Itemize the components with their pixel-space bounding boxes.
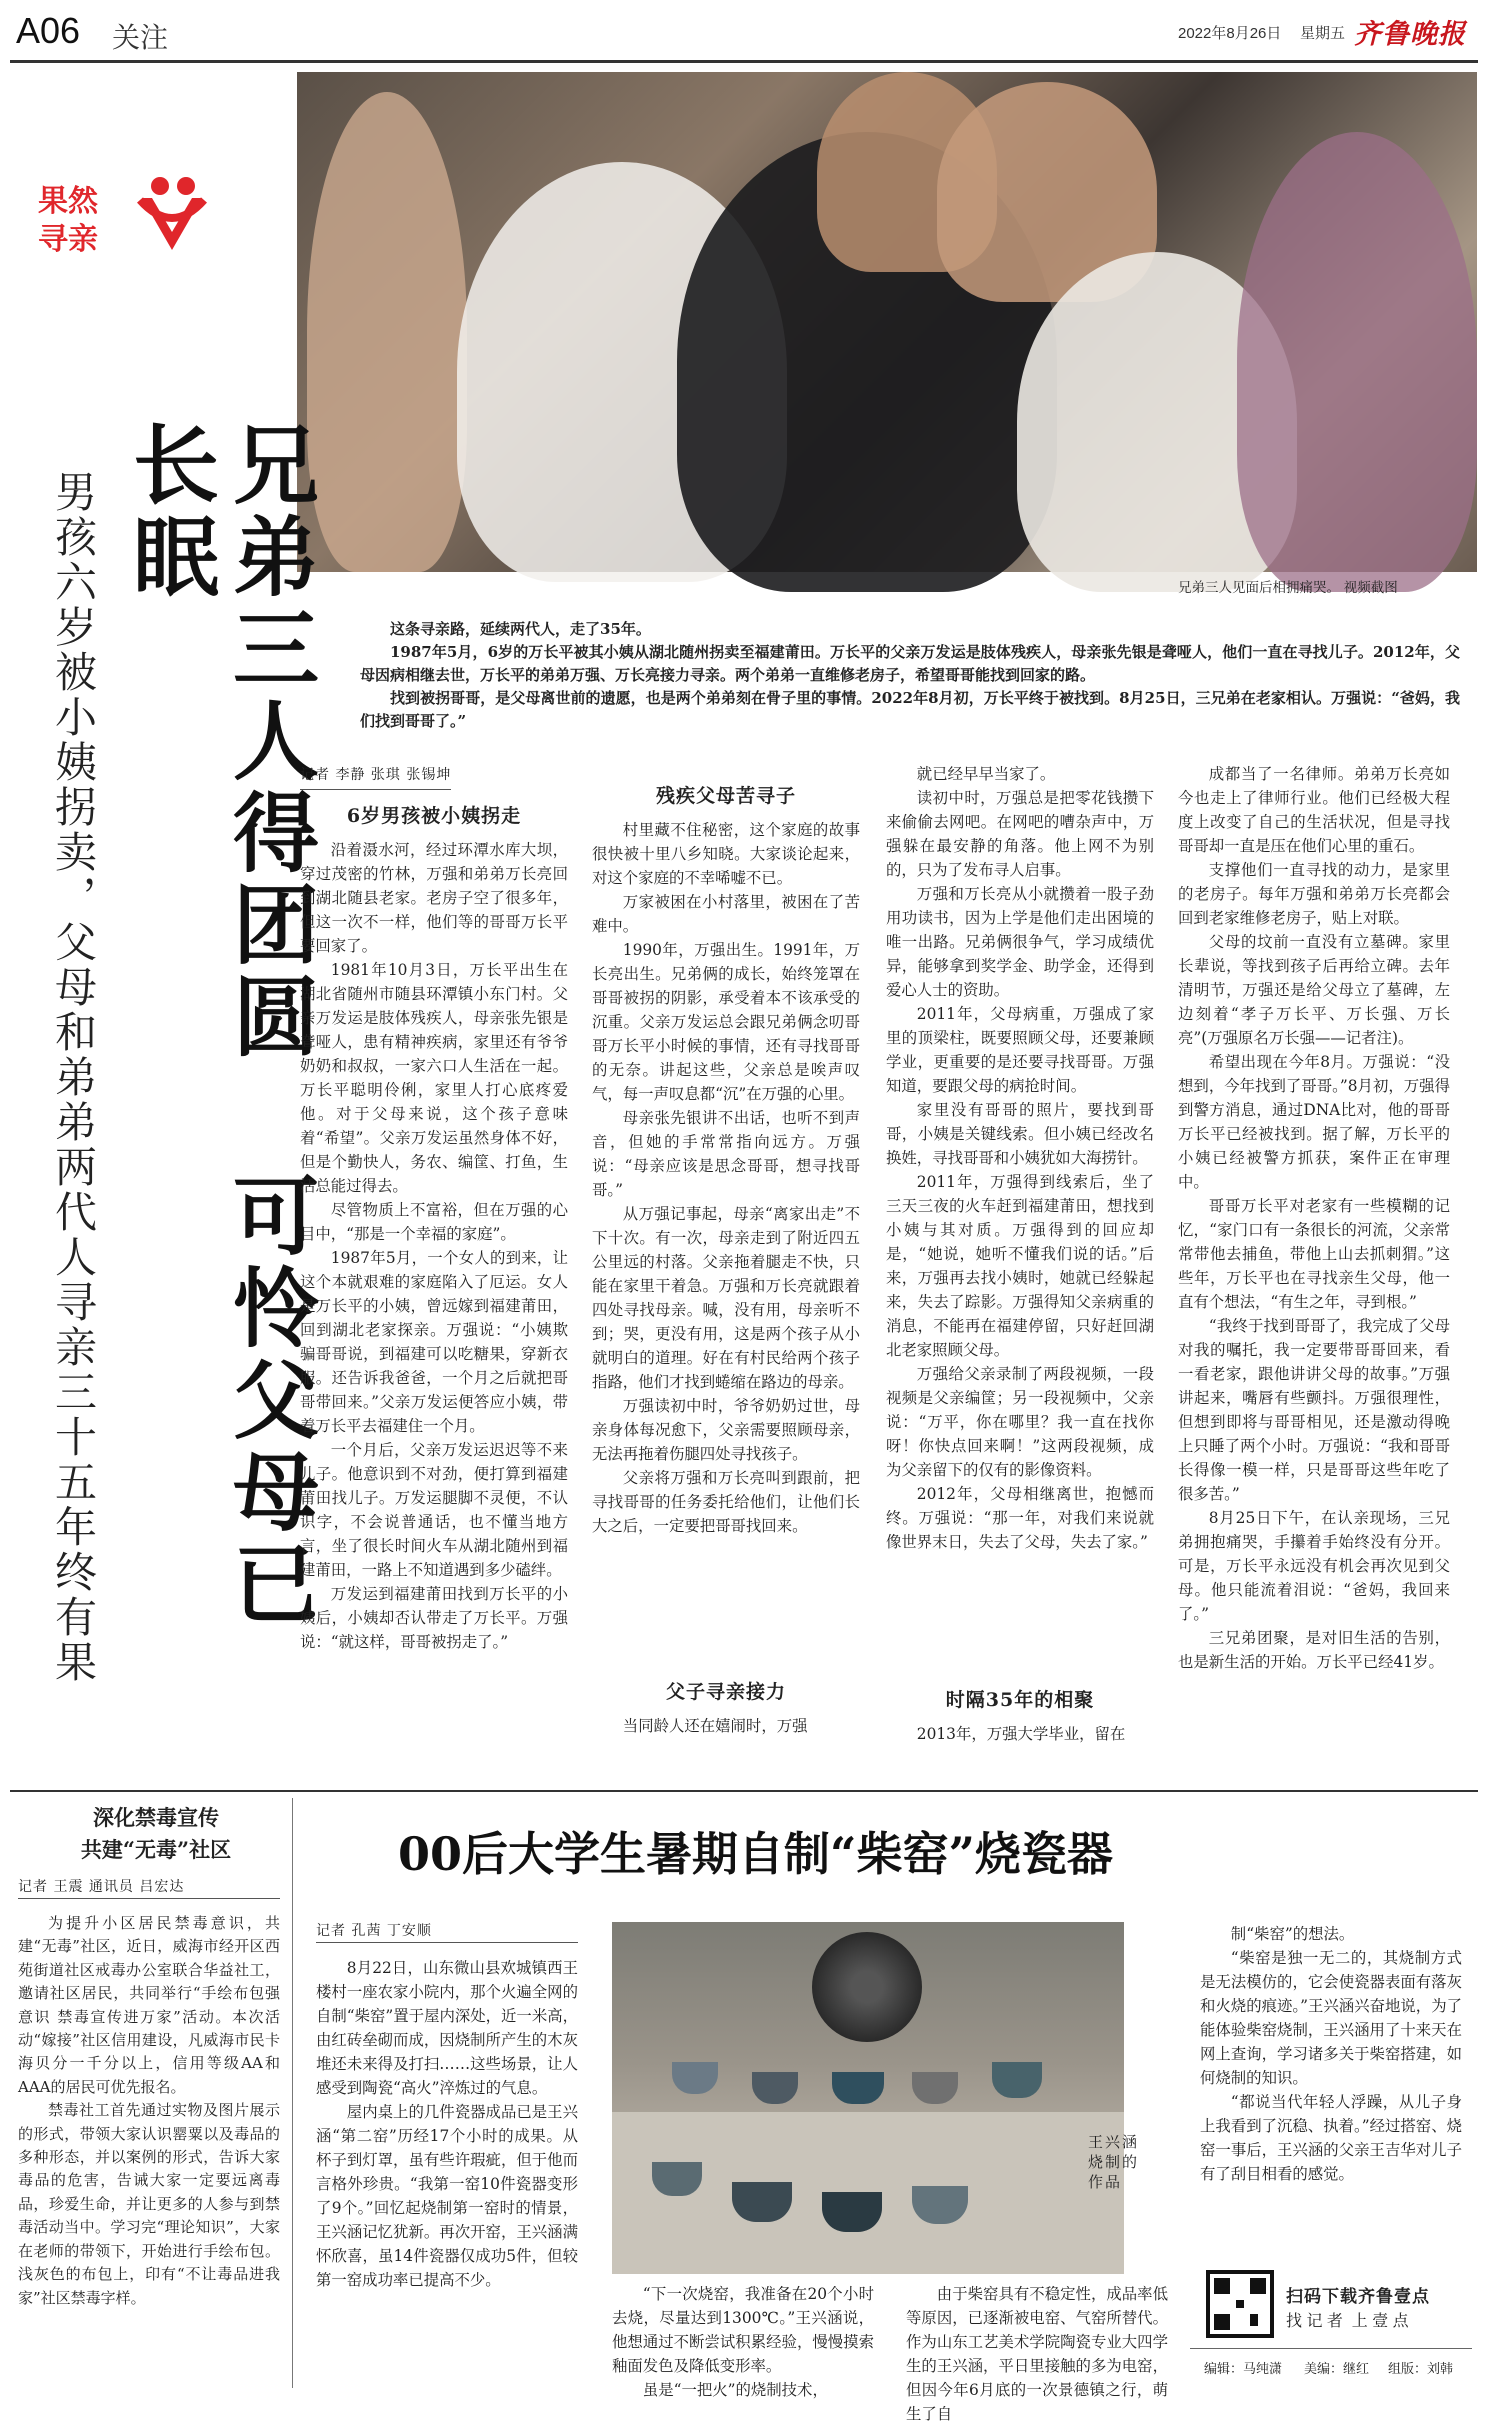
- paragraph: 万家被困在小村落里，被困在了苦难中。: [592, 893, 860, 935]
- paragraph: 希望出现在今年8月。万强说：“没想到，今年找到了哥哥。”8月初，万强得到警方消息，通过DNA比对，他的哥哥万长平已经被找到。据了解，万长平的小姨已经被警方抓获，案件正在审理中。: [1178, 1053, 1450, 1191]
- column-text: [592, 1714, 860, 1738]
- side-story-title-2: 共建“无毒”社区: [80, 1837, 232, 1862]
- paragraph: 由于柴窑具有不稳定性，成品率低等原因，已逐渐被电窑、气窑所替代。作为山东工艺美术学院陶瓷专业大四学生的王兴涵，平日里接触的多为电窑，但因今年6月底的一次景德镇之行，萌生了自: [906, 2285, 1168, 2423]
- article-column-1: [300, 762, 568, 1767]
- footer-rule: [1190, 2348, 1472, 2349]
- pottery-photo: [612, 1922, 1124, 2274]
- paragraph: 禁毒社工首先通过实物及图片展示的形式，带领大家认识罂粟以及毒品的多种形态，并以案例的形式，告诉大家毒品的危害，告诫大家一定要远离毒品，珍爱生命，并让更多的人参与到禁毒活动当中。学习完“理论知识”，大家在老师的带领下，开始进行手绘布包。浅灰色的布包上，印有“不让毒品进我家”社区禁毒字样。: [18, 2101, 280, 2307]
- kiln-column-3: [906, 2282, 1168, 2423]
- paragraph: 沿着滠水河，经过环潭水库大坝，穿过茂密的竹林，万强和弟弟万长亮回到湖北随县老家。老房子空了很多年，但这一次不一样，他们等的哥哥万长平要回家了。: [300, 841, 568, 955]
- article-column-2: [592, 778, 860, 1768]
- paper-name: 齐鲁晚报: [1354, 19, 1466, 50]
- headline-title: 兄弟三人得团圆 可怜父母已长眠: [118, 420, 319, 1631]
- paragraph: 支撑他们一直寻找的动力，是家里的老房子。每年万强和弟弟万长亮都会回到老家维修老房子，贴上对联。: [1178, 861, 1450, 927]
- kiln-column-1: [316, 1956, 578, 2384]
- paragraph: 就已经早早当家了。: [916, 765, 1056, 783]
- article-column-4: [1178, 762, 1450, 1767]
- page-number: A06: [16, 10, 81, 51]
- paragraph: 8月22日，山东微山县欢城镇西王楼村一座农家小院内，那个火遍全网的自制“柴窑”置于屋内深处，近一米高，由红砖垒砌而成，因烧制所产生的木灰堆还未来得及打扫……这些场景，让人感受到陶瓷“高火”淬炼过的气息。: [316, 1959, 578, 2097]
- paragraph: 万发运到福建莆田找到万长平的小姨后，小姨却否认带走了万长平。万强说：“就这样，哥哥被拐走了。”: [300, 1585, 568, 1651]
- paragraph: 家里没有哥哥的照片，要找到哥哥，小姨是关键线索。但小姨已经改名换姓，寻找哥哥和小姨犹如大海捞针。: [886, 1101, 1154, 1167]
- paragraph: 读初中时，万强总是把零花钱攒下来偷偷去网吧。在网吧的嘈杂声中，万强躲在最安静的角落。他上网不为别的，只为了发布寻人启事。: [886, 789, 1154, 879]
- paragraph: 一个月后，父亲万发运迟迟等不来儿子。他意识到不对劲，便打算到福建莆田找儿子。万发运腿脚不灵便，不认识字，不会说普通话，也不懂当地方言，坐了很长时间火车从湖北随州到福建莆田，一路上不知道遇到多少磕绊。: [300, 1441, 568, 1579]
- logo-line2: 寻亲: [38, 223, 98, 256]
- article-column-3: [886, 762, 1154, 1767]
- paragraph: 1987年5月，一个女人的到来，让这个本就艰难的家庭陷入了厄运。女人是万长平的小姨，曾远嫁到福建莆田，回到湖北老家探亲。万强说：“小姨欺骗哥哥说，到福建可以吃糖果，穿新衣服。还告诉我爸爸，一个月之后就把哥哥带回来。”父亲万发运便答应小姨，带着万长平去福建住一个月。: [300, 1249, 568, 1435]
- paragraph: 三兄弟团聚，是对旧生活的告别，也是新生活的开始。万长平已经41岁。: [1178, 1629, 1450, 1671]
- section-label: 关注: [112, 22, 169, 53]
- qr-label-1: 扫码下载齐鲁壹点: [1286, 2287, 1430, 2306]
- column-text: [886, 762, 1154, 1682]
- side-story-byline: 记者 王震 通讯员 吕宏达: [18, 1876, 280, 1899]
- paragraph: “我终于找到哥哥了，我完成了父母对我的嘱托，我一定要带哥哥回来，看一看老家，跟他讲讲父母的故事。”万强讲起来，嘴唇有些颤抖。万强很理性，但想到即将与哥哥相见，还是激动得晚上只睡了两个小时。万强说：“我和哥哥长得像一模一样，只是哥哥这些年吃了很多苦。”: [1178, 1317, 1450, 1503]
- paragraph: 从万强记事起，母亲“离家出走”不下十次。有一次，母亲走到了附近四五公里远的村落。父亲拖着腿走不快，只能在家里干着急。万强和万长亮就跟着四处寻找母亲。喊，没有用，母亲听不到；哭，更没有用，这是两个孩子从小就明白的道理。好在有村民给两个孩子指路，他们才找到蜷缩在路边的母亲。: [592, 1205, 860, 1391]
- paragraph: 8月25日下午，在认亲现场，三兄弟拥抱痛哭，手攥着手始终没有分开。可是，万长平永远没有机会再次见到父母。他只能流着泪说：“爸妈，我回来了。”: [1178, 1509, 1450, 1623]
- lead-para: 找到被拐哥哥，是父母离世前的遗愿，也是两个弟弟刻在骨子里的事情。2022年8月初，万长平终于被找到。8月25日，三兄弟在老家相认。万强说：“爸妈，我们找到哥哥了。”: [360, 689, 1460, 730]
- footer-art: 美编：继红: [1304, 2361, 1370, 2376]
- paragraph: 1990年，万强出生。1991年，万长亮出生。兄弟俩的成长，始终笼罩在哥哥被拐的阴影，承受着本不该承受的沉重。父亲万发运总会跟兄弟俩念叨哥哥万长平小时候的事情，还有寻找哥哥的无奈。讲起这些，父亲总是唉声叹气，每一声叹息都“沉”在万强的心里。: [592, 941, 860, 1103]
- side-story-title-1: 深化禁毒宣传: [93, 1805, 219, 1830]
- issue-date: 2022年8月26日: [1178, 25, 1282, 42]
- paragraph: 制“柴窑”的想法。: [1230, 1925, 1355, 1943]
- paragraph: 屋内桌上的几件瓷器成品已是王兴涵“第二窑”历经17个小时的成果。从杯子到灯罩，虽有些许瑕疵，但于他而言格外珍贵。“我第一窑10件瓷器变形了9个。”回忆起烧制第一窑时的情景，王兴涵记忆犹新。再次开窑，王兴涵满怀欣喜，虽14件瓷器仅成功5件，但较第一窑成功率已提高不少。: [316, 2103, 578, 2289]
- heart-icon: [136, 176, 208, 256]
- paragraph: 成都当了一名律师。弟弟万长亮如今也走上了律师行业。他们已经极大程度上改变了自己的生活状况，但是寻找哥哥却一直是压在他们心里的重石。: [1178, 765, 1450, 855]
- paragraph: 2012年，父母相继离世，抱憾而终。万强说：“那一年，对我们来说就像世界末日，失去了父母，失去了家。”: [886, 1485, 1154, 1551]
- column-text: [300, 838, 568, 1654]
- header-rule: [10, 60, 1478, 63]
- lead-para: 这条寻亲路，延续两代人，走了35年。: [390, 620, 651, 638]
- lead-para: 1987年5月，6岁的万长平被其小姨从湖北随州拐卖至福建莆田。万长平的父亲万发运是肢体残疾人，母亲张先银是聋哑人，他们一直在寻找儿子。2012年，父母因病相继去世，万长平的弟弟万强、万长亮接力寻亲。两个弟弟一直维修老房子，希望哥哥能找到回家的路。: [360, 643, 1460, 684]
- paragraph: 当同龄人还在嬉闹时，万强: [622, 1717, 808, 1735]
- kiln-story-byline: 记者 孔茜 丁安顺: [316, 1920, 578, 1943]
- paragraph: 万强读初中时，爷爷奶奶过世，母亲身体每况愈下，父亲需要照顾母亲，无法再拖着伤腿四处寻找孩子。: [592, 1397, 860, 1463]
- paragraph: 1981年10月3日，万长平出生在湖北省随州市随县环潭镇小东门村。父亲万发运是肢体残疾人，母亲张先银是聋哑人，患有精神疾病，家里还有爷爷奶奶和叔叔，一家六口人生活在一起。万长平聪明伶俐，家里人打心底疼爱他。对于父母来说，这个孩子意味着“希望”。父亲万发运虽然身体不好，但是个勤快人，务农、编筐、打鱼，生活总能过得去。: [300, 961, 568, 1195]
- paragraph: “下一次烧窑，我准备在20个小时去烧，尽量达到1300℃。”王兴涵说，他想通过不断尝试积累经验，慢慢摸索釉面发色及降低变形率。: [612, 2285, 874, 2375]
- paragraph: 2013年，万强大学毕业，留在: [916, 1725, 1126, 1743]
- footer-proof: 组版：刘韩: [1388, 2361, 1454, 2376]
- headline-subtitle: 男孩六岁被小姨拐卖，父母和弟弟两代人寻亲三十五年终有果: [49, 470, 98, 1685]
- main-photo-caption: 兄弟三人见面后相拥痛哭。 视频截图: [1178, 580, 1398, 595]
- paragraph: 尽管物质上不富裕，但在万强的心目中，“那是一个幸福的家庭”。: [300, 1201, 568, 1243]
- paragraph: “柴窑是独一无二的，其烧制方式是无法模仿的，它会使瓷器表面有落灰和火烧的痕迹。”王兴涵兴奋地说，为了能体验柴窑烧制，王兴涵用了十来天在网上查询，学习诸多关于柴窑搭建，如何烧制的知识。: [1200, 1949, 1462, 2087]
- qr-code[interactable]: [1206, 2270, 1274, 2338]
- kiln-column-4: [1200, 1922, 1462, 2262]
- article-subhead: 父子寻亲接力: [665, 1681, 786, 1703]
- article-byline: 记者 李静 张琪 张锡坤: [300, 763, 451, 790]
- paragraph: “都说当代年轻人浮躁，从儿子身上我看到了沉稳、执着。”经过搭窑、烧窑一事后，王兴涵的父亲王吉华对儿子有了刮目相看的感觉。: [1200, 2093, 1462, 2183]
- paragraph: 虽是“一把火”的烧制技术，: [642, 2381, 828, 2399]
- paragraph: 父母的坟前一直没有立墓碑。家里长辈说，等找到孩子后再给立碑。去年清明节，万强还是给父母立了墓碑，左边刻着“孝子万长平、万长强、万长亮”(万强原名万长强——记者注)。: [1178, 933, 1450, 1047]
- column-text: [886, 1722, 1154, 1746]
- section-divider: [10, 1790, 1478, 1792]
- paragraph: 万强给父亲录制了两段视频，一段视频是父亲编筐；另一段视频中，父亲说：“万平，你在哪里？我一直在找你呀！你快点回来啊！”这两段视频，成为父亲留下的仅有的影像资料。: [886, 1365, 1154, 1479]
- paragraph: 哥哥万长平对老家有一些模糊的记忆，“家门口有一条很长的河流，父亲常常带他去捕鱼，带他上山去抓刺猬。”这些年，万长平也在寻找亲生父母，他一直有个想法，“有生之年，寻到根。”: [1178, 1197, 1450, 1311]
- paragraph: 母亲张先银讲不出话，也听不到声音，但她的手常常指向远方。万强说：“母亲应该是思念哥哥，想寻找哥哥。”: [592, 1109, 860, 1199]
- column-rule: [292, 1798, 293, 2388]
- paragraph: 为提升小区居民禁毒意识，共建“无毒”社区，近日，威海市经开区西苑街道社区戒毒办公室联合华益社工，邀请社区居民，共同举行“手绘布包强意识 禁毒宣传进万家”活动。本次活动“嫁接”社区信用建设，凡威海市民卡海贝分一千分以上，信用等级AA和AAA的居民可优先报名。: [18, 1914, 280, 2096]
- paragraph: 万强和万长亮从小就攒着一股子劲用功读书，因为上学是他们走出困境的唯一出路。兄弟俩很争气，学习成绩优异，能够拿到奖学金、助学金，还得到爱心人士的资助。: [886, 885, 1154, 999]
- paragraph: 父亲将万强和万长亮叫到跟前，把寻找哥哥的任务委托给他们，让他们长大之后，一定要把哥哥找回来。: [592, 1469, 860, 1535]
- kiln-column-2: [612, 2282, 874, 2399]
- column-text: [1178, 762, 1450, 1674]
- kiln-story-title: 00后大学生暑期自制“柴窑”烧瓷器: [398, 1827, 1113, 1881]
- paragraph: 2011年，父母病重，万强成了家里的顶梁柱，既要照顾父母，还要兼顾学业，更重要的是还要寻找哥哥。万强知道，要跟父母的病抢时间。: [886, 1005, 1154, 1095]
- footer-editor: 编辑：马纯潇: [1204, 2361, 1283, 2376]
- paragraph: 村里藏不住秘密，这个家庭的故事很快被十里八乡知晓。大家谈论起来，对这个家庭的不幸唏嘘不已。: [592, 821, 860, 887]
- logo-line1: 果然: [38, 185, 98, 218]
- column-text: [592, 818, 860, 1668]
- main-photo: [297, 72, 1477, 572]
- article-subhead: 残疾父母苦寻子: [655, 785, 796, 807]
- issue-weekday: 星期五: [1300, 25, 1346, 42]
- lead-block: [360, 618, 1460, 733]
- pottery-photo-caption: 王兴涵烧制的作品: [1088, 2133, 1140, 2191]
- article-subhead: 6岁男孩被小姨拐走: [346, 805, 522, 827]
- qr-label-2: 找 记 者 上 壹 点: [1286, 2313, 1409, 2330]
- side-story-text: [18, 1912, 280, 2382]
- search-family-logo: [38, 176, 208, 276]
- paragraph: 2011年，万强得到线索后，坐了三天三夜的火车赶到福建莆田，想找到小姨与其对质。万强得到的回应却是，“她说，她听不懂我们说的话。”后来，万强再去找小姨时，她就已经躲起来，失去了踪影。万强得知父亲病重的消息，不能再在福建停留，只好赶回湖北老家照顾父母。: [886, 1173, 1154, 1359]
- page-header: [0, 0, 1488, 66]
- article-subhead: 时隔35年的相聚: [945, 1689, 1095, 1711]
